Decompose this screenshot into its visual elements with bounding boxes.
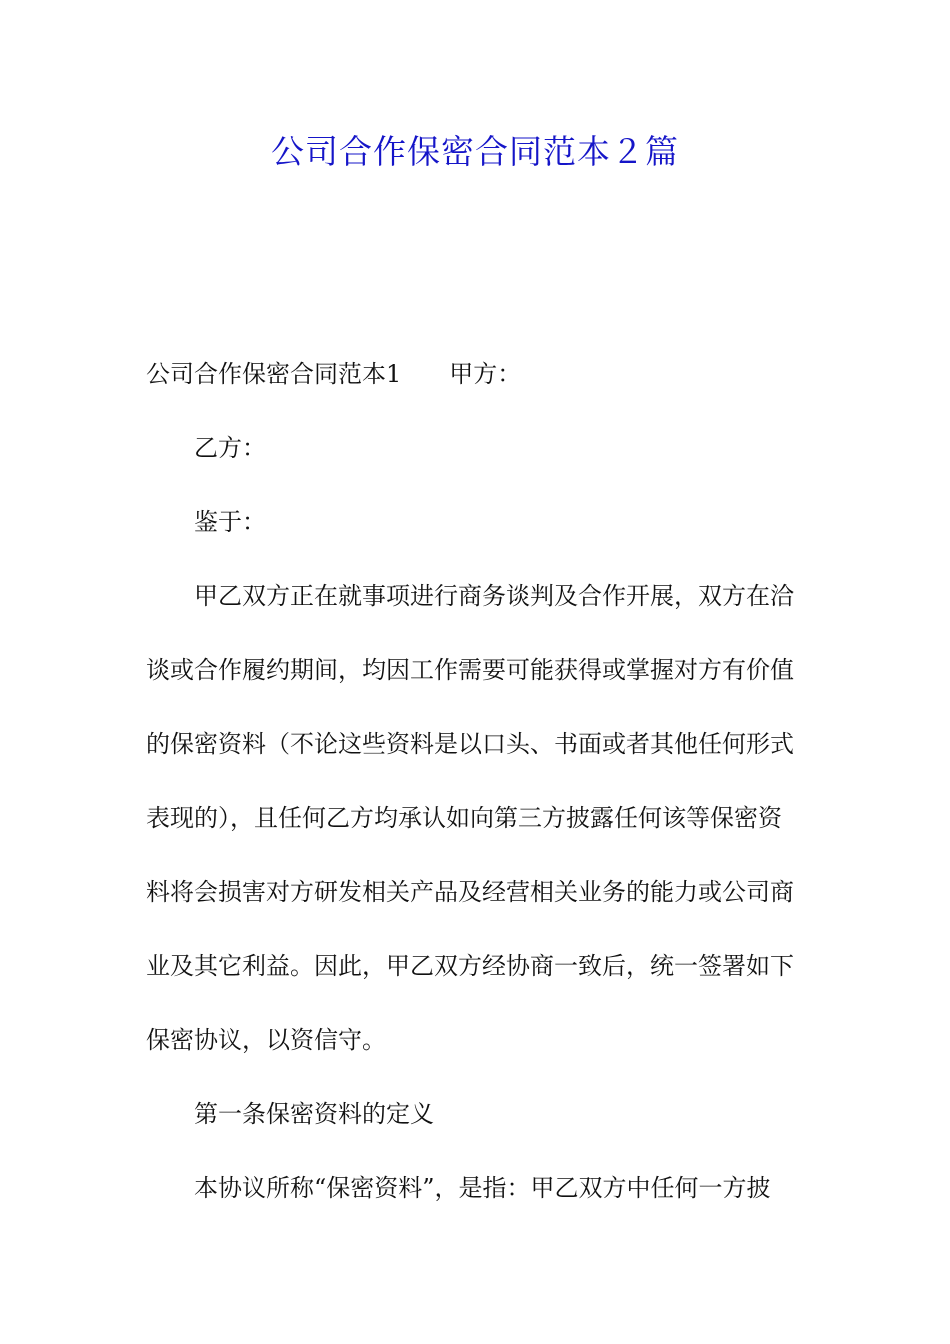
sample-heading: 公司合作保密合同范本1 xyxy=(146,360,402,388)
paragraph-line: 料将会损害对方研发相关产品及经营相关业务的能力或公司商 xyxy=(146,878,794,906)
document-title: 公司合作保密合同范本２篇 xyxy=(271,132,679,171)
paragraph-line: 表现的），且任何乙方均承认如向第三方披露任何该等保密资 xyxy=(146,804,782,832)
paragraph-line: 业及其它利益。因此，甲乙双方经协商一致后，统一签署如下 xyxy=(146,952,794,980)
paragraph-line: 甲乙双方正在就事项进行商务谈判及合作开展，双方在洽 xyxy=(194,582,794,610)
party-a-label: 甲方： xyxy=(449,360,522,388)
document-body xyxy=(146,337,806,1225)
paragraph-line: 谈或合作履约期间，均因工作需要可能获得或掌握对方有价值 xyxy=(146,656,794,684)
paragraph-line: 的保密资料（不论这些资料是以口头、书面或者其他任何形式 xyxy=(146,730,794,758)
paragraph-line: 保密协议，以资信守。 xyxy=(146,1026,386,1054)
whereas-label: 鉴于： xyxy=(194,508,266,536)
article-heading: 第一条保密资料的定义 xyxy=(194,1100,434,1128)
first-line xyxy=(146,337,806,411)
article-text: 本协议所称“保密资料”，是指：甲乙双方中任何一方披 xyxy=(194,1174,771,1202)
party-b-label: 乙方： xyxy=(194,434,266,462)
